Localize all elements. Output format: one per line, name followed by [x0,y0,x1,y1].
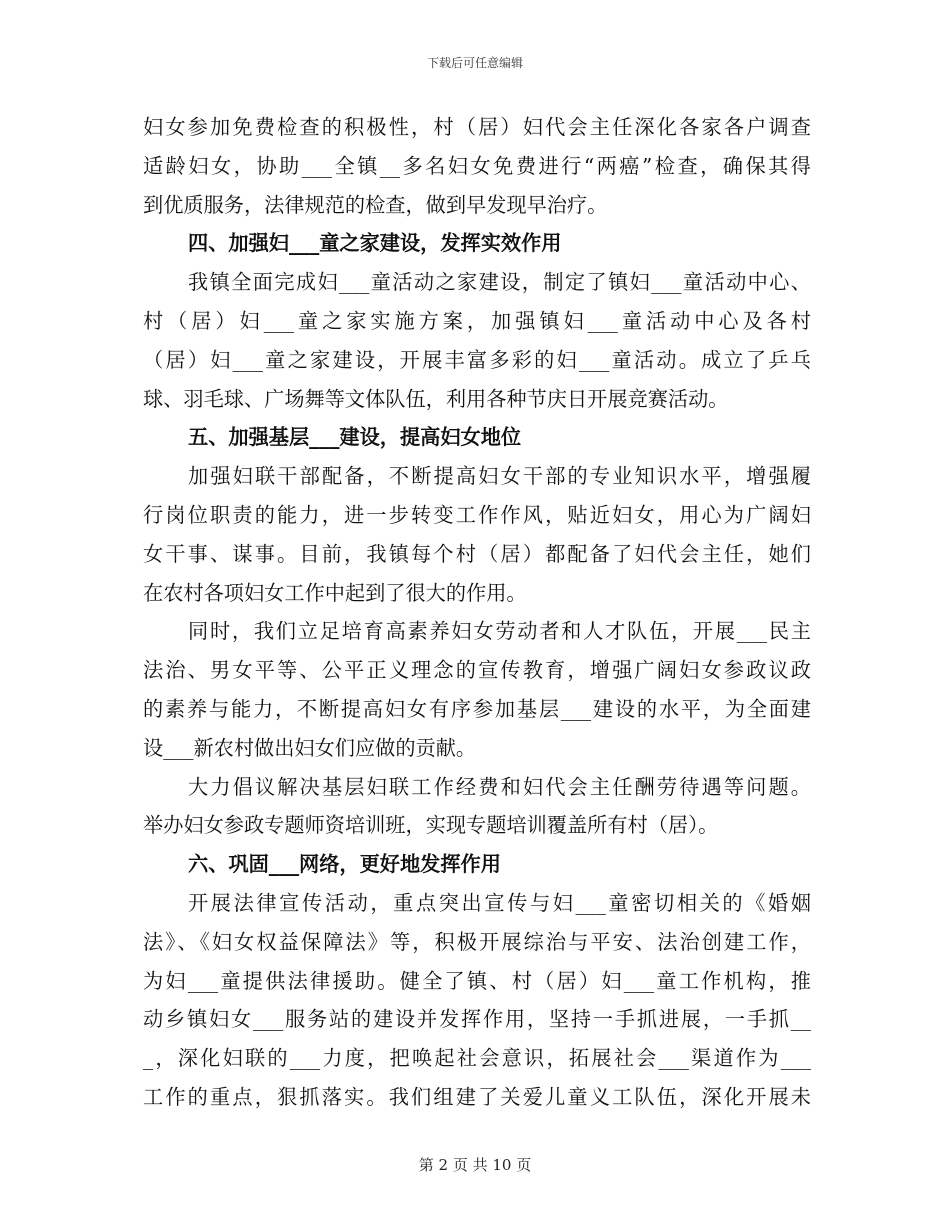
text-line: 适龄妇女，协助___全镇__多名妇女免费进行“两癌”检查，确保其得 [143,153,811,178]
text-line: 在农村各项妇女工作中起到了很大的作用。 [143,580,527,605]
text-line: 到优质服务，法律规范的检查，做到早发现早治疗。 [143,192,608,217]
text-line: 我镇全面完成妇___童活动之家建设，制定了镇妇___童活动中心、 [188,270,811,295]
text-line: 加强妇联干部配备，不断提高妇女干部的专业知识水平，增强履 [188,464,811,489]
text-line: 同时，我们立足培育高素养妇女劳动者和人才队伍，开展___民主 [188,619,811,644]
section-heading: 四、加强妇___童之家建设，发挥实效作用 [188,231,562,256]
text-line: 的素养与能力，不断提高妇女有序参加基层___建设的水平，为全面建 [143,696,811,721]
text-line: 法治、男女平等、公平正义理念的宣传教育，增强广阔妇女参政议政 [143,658,811,683]
text-line: _，深化妇联的___力度，把唤起社会意识，拓展社会___渠道作为___ [143,1046,811,1071]
text-line: 行岗位职责的能力，进一步转变工作作风，贴近妇女，用心为广阔妇 [143,502,811,527]
text-line: 举办妇女参政专题师资培训班，实现专题培训覆盖所有村（居）。 [143,813,719,838]
text-line: （居）妇___童之家建设，开展丰富多彩的妇___童活动。成立了乒乓 [143,347,811,372]
text-line: 动乡镇妇女___服务站的建设并发挥作用，坚持一手抓进展，一手抓__ [143,1007,811,1032]
page-header: 下载后可任意编辑 [426,56,523,70]
text-line: 村（居）妇___童之家实施方案，加强镇妇___童活动中心及各村 [143,308,811,333]
text-line: 法》、《妇女权益保障法》等，积极开展综治与平安、法治创建工作， [143,929,811,954]
text-line: 球、羽毛球、广场舞等文体队伍，利用各种节庆日开展竞赛活动。 [143,386,729,411]
text-line: 工作的重点，狠抓落实。我们组建了关爱儿童义工队伍，深化开展未 [143,1084,811,1109]
section-heading: 六、巩固___网络，更好地发挥作用 [188,852,501,877]
document-body [143,108,811,1117]
text-line: 妇女参加免费检查的积极性，村（居）妇代会主任深化各家各户调查 [143,115,811,139]
page-footer: 第 2 页 共 10 页 [418,1156,532,1174]
text-line: 开展法律宣传活动，重点突出宣传与妇___童密切相关的《婚姻 [188,890,811,915]
text-line: 设___新农村做出妇女们应做的贡献。 [143,735,477,760]
text-line: 大力倡议解决基层妇联工作经费和妇代会主任酬劳待遇等问题。 [188,774,811,799]
text-line: 为妇___童提供法律援助。健全了镇、村（居）妇___童工作机构，推 [143,968,811,993]
text-line: 女干事、谋事。目前，我镇每个村（居）都配备了妇代会主任，她们 [143,541,811,566]
section-heading: 五、加强基层___建设，提高妇女地位 [188,425,522,450]
